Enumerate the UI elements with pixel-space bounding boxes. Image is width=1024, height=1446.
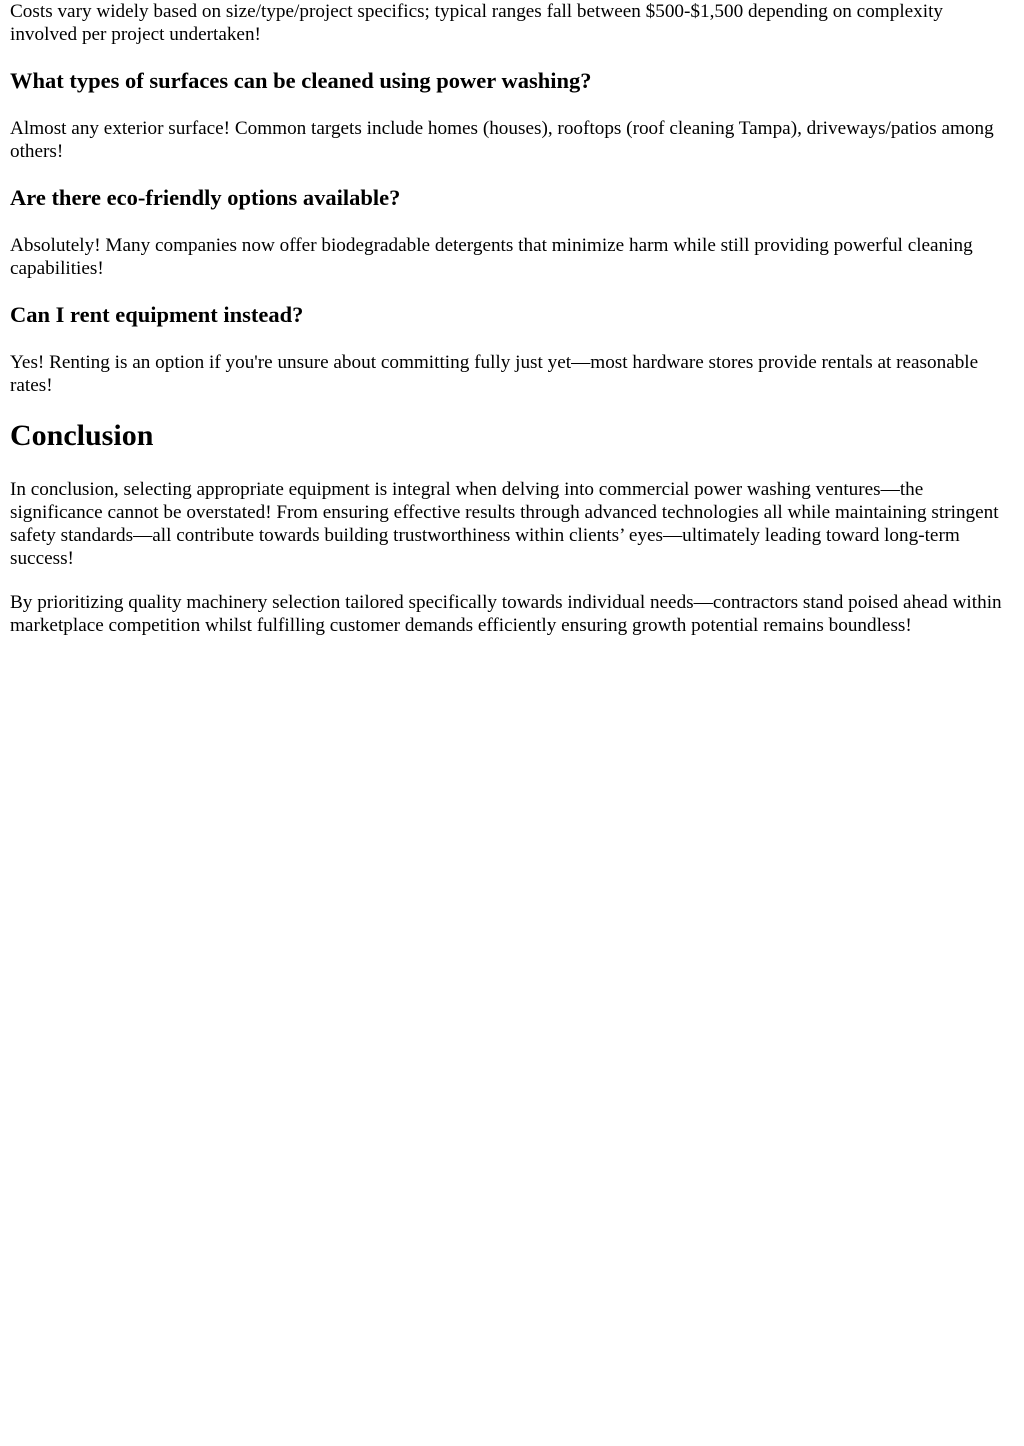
faq-answer-surfaces: Almost any exterior surface! Common targets include homes (houses), rooftops (roof cleaning Tampa), driveways/patios among others! xyxy=(10,118,994,162)
faq-question-eco: Are there eco-friendly options available? xyxy=(10,185,401,210)
faq-answer-rent: Yes! Renting is an option if you're unsure about committing fully just yet—most hardware stores provide rentals at reasonable rates! xyxy=(10,352,979,396)
conclusion-paragraph-1: In conclusion, selecting appropriate equipment is integral when delving into commercial power washing ventures—the significance cannot be overstated! From ensuring effective results through advanced technologies all while maintaining stringent safety standards—all contribute towards building trustworthiness within clients’ eyes—ultimately leading toward long-term success! xyxy=(10,479,999,569)
faq-answer-cost: Costs vary widely based on size/type/project specifics; typical ranges fall between $500-$1,500 depending on complexity involved per project undertaken! xyxy=(10,1,944,45)
faq-question-rent: Can I rent equipment instead? xyxy=(10,302,304,327)
faq-answer-eco: Absolutely! Many companies now offer biodegradable detergents that minimize harm while still providing powerful cleaning capabilities! xyxy=(10,235,973,279)
faq-question-surfaces: What types of surfaces can be cleaned using power washing? xyxy=(10,68,592,93)
article-body xyxy=(10,0,1014,637)
conclusion-paragraph-2: By prioritizing quality machinery selection tailored specifically towards individual needs—contractors stand poised ahead within marketplace competition whilst fulfilling customer demands efficiently ensuring growth potential remains boundless! xyxy=(10,592,1002,636)
conclusion-heading: Conclusion xyxy=(10,419,154,452)
